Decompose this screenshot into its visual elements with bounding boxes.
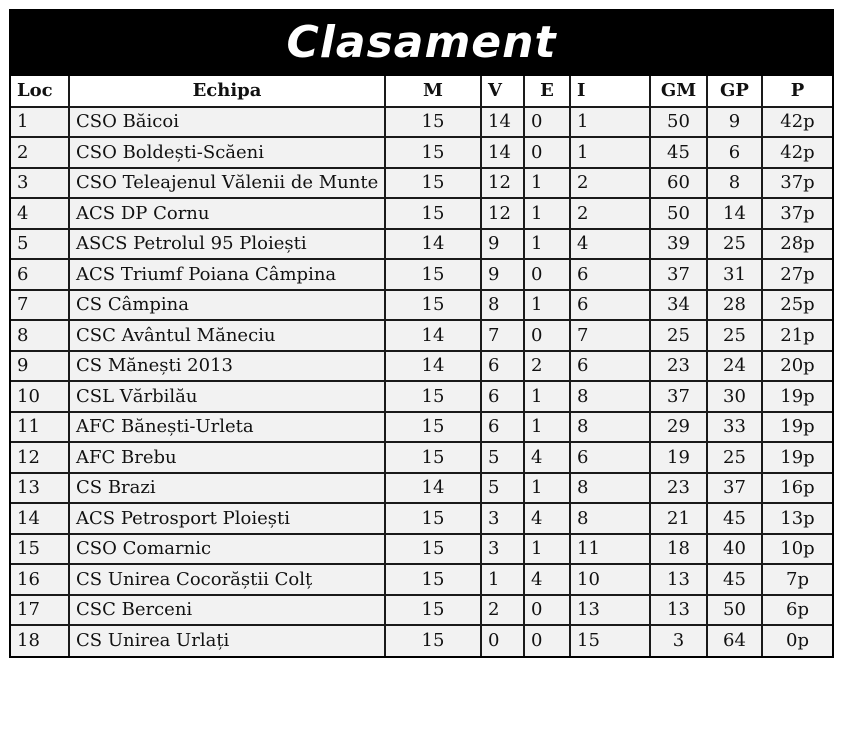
cell-draws: 0	[524, 259, 570, 290]
cell-wins: 14	[481, 137, 524, 168]
cell-goals-for: 39	[650, 229, 707, 260]
cell-loc: 2	[11, 137, 69, 168]
cell-wins: 5	[481, 473, 524, 504]
cell-losses: 10	[570, 564, 650, 595]
cell-team: CSO Băicoi	[69, 107, 385, 138]
cell-goals-for: 3	[650, 625, 707, 656]
header-losses: I	[570, 76, 650, 107]
cell-draws: 0	[524, 625, 570, 656]
table-row	[11, 229, 832, 260]
cell-goals-against: 24	[707, 351, 762, 382]
cell-draws: 1	[524, 198, 570, 229]
cell-loc: 10	[11, 381, 69, 412]
cell-points: 20p	[762, 351, 832, 382]
cell-draws: 1	[524, 534, 570, 565]
cell-goals-against: 40	[707, 534, 762, 565]
cell-team: ACS Triumf Poiana Câmpina	[69, 259, 385, 290]
cell-wins: 6	[481, 412, 524, 443]
cell-team: CS Unirea Urlați	[69, 625, 385, 656]
cell-loc: 4	[11, 198, 69, 229]
cell-losses: 6	[570, 259, 650, 290]
cell-points: 37p	[762, 168, 832, 199]
cell-matches: 15	[385, 625, 481, 656]
cell-team: AFC Bănești-Urleta	[69, 412, 385, 443]
cell-losses: 2	[570, 168, 650, 199]
header-row	[11, 76, 832, 107]
cell-points: 19p	[762, 412, 832, 443]
cell-goals-for: 21	[650, 503, 707, 534]
table-row	[11, 107, 832, 138]
cell-draws: 1	[524, 412, 570, 443]
cell-team: CSO Boldești-Scăeni	[69, 137, 385, 168]
cell-matches: 15	[385, 198, 481, 229]
cell-draws: 4	[524, 503, 570, 534]
cell-loc: 6	[11, 259, 69, 290]
cell-team: AFC Brebu	[69, 442, 385, 473]
standings-table	[11, 76, 832, 656]
cell-loc: 14	[11, 503, 69, 534]
cell-matches: 14	[385, 229, 481, 260]
cell-loc: 16	[11, 564, 69, 595]
cell-team: CSC Avântul Măneciu	[69, 320, 385, 351]
cell-points: 27p	[762, 259, 832, 290]
cell-losses: 8	[570, 412, 650, 443]
header-goals-for: GM	[650, 76, 707, 107]
cell-matches: 15	[385, 442, 481, 473]
cell-team: ACS DP Cornu	[69, 198, 385, 229]
cell-goals-against: 37	[707, 473, 762, 504]
cell-goals-for: 50	[650, 198, 707, 229]
header-matches: M	[385, 76, 481, 107]
cell-goals-for: 37	[650, 381, 707, 412]
cell-wins: 12	[481, 168, 524, 199]
table-row	[11, 320, 832, 351]
cell-loc: 8	[11, 320, 69, 351]
cell-goals-against: 14	[707, 198, 762, 229]
cell-team: CSO Teleajenul Vălenii de Munte	[69, 168, 385, 199]
table-row	[11, 625, 832, 656]
cell-points: 25p	[762, 290, 832, 321]
cell-team: CSC Berceni	[69, 595, 385, 626]
cell-losses: 7	[570, 320, 650, 351]
table-row	[11, 564, 832, 595]
table-row	[11, 503, 832, 534]
cell-points: 19p	[762, 442, 832, 473]
cell-draws: 1	[524, 290, 570, 321]
cell-goals-for: 18	[650, 534, 707, 565]
header-team: Echipa	[69, 76, 385, 107]
cell-draws: 0	[524, 137, 570, 168]
cell-goals-against: 6	[707, 137, 762, 168]
cell-losses: 8	[570, 503, 650, 534]
cell-goals-against: 30	[707, 381, 762, 412]
cell-wins: 7	[481, 320, 524, 351]
cell-points: 0p	[762, 625, 832, 656]
cell-matches: 15	[385, 503, 481, 534]
cell-draws: 0	[524, 107, 570, 138]
cell-matches: 14	[385, 473, 481, 504]
cell-matches: 15	[385, 137, 481, 168]
cell-goals-for: 34	[650, 290, 707, 321]
cell-points: 7p	[762, 564, 832, 595]
cell-team: CSL Vărbilău	[69, 381, 385, 412]
cell-goals-for: 19	[650, 442, 707, 473]
cell-losses: 6	[570, 442, 650, 473]
cell-wins: 3	[481, 503, 524, 534]
standings-container	[9, 9, 834, 658]
cell-team: CS Unirea Cocorăștii Colț	[69, 564, 385, 595]
cell-wins: 0	[481, 625, 524, 656]
cell-loc: 12	[11, 442, 69, 473]
table-row	[11, 381, 832, 412]
cell-goals-against: 33	[707, 412, 762, 443]
cell-points: 16p	[762, 473, 832, 504]
cell-wins: 1	[481, 564, 524, 595]
cell-wins: 9	[481, 259, 524, 290]
cell-losses: 4	[570, 229, 650, 260]
cell-goals-against: 28	[707, 290, 762, 321]
cell-matches: 15	[385, 534, 481, 565]
cell-goals-for: 13	[650, 564, 707, 595]
title-bar	[11, 11, 832, 76]
cell-draws: 0	[524, 595, 570, 626]
cell-losses: 6	[570, 290, 650, 321]
cell-matches: 15	[385, 259, 481, 290]
cell-points: 42p	[762, 107, 832, 138]
cell-matches: 15	[385, 168, 481, 199]
cell-draws: 1	[524, 473, 570, 504]
cell-goals-against: 25	[707, 320, 762, 351]
cell-matches: 15	[385, 595, 481, 626]
cell-loc: 3	[11, 168, 69, 199]
cell-loc: 5	[11, 229, 69, 260]
cell-goals-for: 23	[650, 351, 707, 382]
standings-body	[11, 107, 832, 656]
cell-losses: 1	[570, 107, 650, 138]
cell-points: 42p	[762, 137, 832, 168]
table-row	[11, 198, 832, 229]
cell-wins: 14	[481, 107, 524, 138]
cell-goals-for: 50	[650, 107, 707, 138]
cell-draws: 2	[524, 351, 570, 382]
cell-team: CS Mănești 2013	[69, 351, 385, 382]
cell-points: 13p	[762, 503, 832, 534]
cell-goals-for: 37	[650, 259, 707, 290]
table-row	[11, 442, 832, 473]
cell-losses: 13	[570, 595, 650, 626]
cell-draws: 1	[524, 168, 570, 199]
table-row	[11, 595, 832, 626]
cell-wins: 6	[481, 351, 524, 382]
header-draws: E	[524, 76, 570, 107]
cell-team: CSO Comarnic	[69, 534, 385, 565]
cell-losses: 6	[570, 351, 650, 382]
cell-draws: 0	[524, 320, 570, 351]
cell-matches: 15	[385, 290, 481, 321]
cell-matches: 15	[385, 412, 481, 443]
cell-points: 28p	[762, 229, 832, 260]
table-row	[11, 137, 832, 168]
cell-team: ASCS Petrolul 95 Ploiești	[69, 229, 385, 260]
table-row	[11, 534, 832, 565]
cell-loc: 11	[11, 412, 69, 443]
cell-team: ACS Petrosport Ploiești	[69, 503, 385, 534]
cell-goals-against: 25	[707, 442, 762, 473]
cell-goals-for: 45	[650, 137, 707, 168]
cell-draws: 4	[524, 442, 570, 473]
cell-wins: 5	[481, 442, 524, 473]
cell-matches: 14	[385, 320, 481, 351]
cell-goals-against: 45	[707, 564, 762, 595]
cell-losses: 8	[570, 381, 650, 412]
cell-wins: 3	[481, 534, 524, 565]
cell-draws: 1	[524, 381, 570, 412]
header-wins: V	[481, 76, 524, 107]
cell-losses: 1	[570, 137, 650, 168]
cell-draws: 1	[524, 229, 570, 260]
cell-loc: 15	[11, 534, 69, 565]
table-row	[11, 259, 832, 290]
cell-draws: 4	[524, 564, 570, 595]
cell-points: 10p	[762, 534, 832, 565]
cell-points: 19p	[762, 381, 832, 412]
header-points: P	[762, 76, 832, 107]
cell-matches: 15	[385, 107, 481, 138]
cell-goals-against: 31	[707, 259, 762, 290]
cell-matches: 15	[385, 381, 481, 412]
cell-points: 21p	[762, 320, 832, 351]
cell-matches: 14	[385, 351, 481, 382]
cell-goals-against: 25	[707, 229, 762, 260]
cell-loc: 18	[11, 625, 69, 656]
table-row	[11, 168, 832, 199]
cell-goals-against: 45	[707, 503, 762, 534]
cell-points: 6p	[762, 595, 832, 626]
cell-losses: 2	[570, 198, 650, 229]
cell-wins: 9	[481, 229, 524, 260]
cell-wins: 8	[481, 290, 524, 321]
cell-goals-against: 9	[707, 107, 762, 138]
table-row	[11, 351, 832, 382]
cell-loc: 7	[11, 290, 69, 321]
cell-goals-against: 50	[707, 595, 762, 626]
cell-matches: 15	[385, 564, 481, 595]
header-loc: Loc	[11, 76, 69, 107]
cell-team: CS Brazi	[69, 473, 385, 504]
cell-losses: 15	[570, 625, 650, 656]
cell-loc: 9	[11, 351, 69, 382]
header-goals-against: GP	[707, 76, 762, 107]
cell-wins: 6	[481, 381, 524, 412]
table-row	[11, 473, 832, 504]
table-row	[11, 290, 832, 321]
page-title: Clasament	[286, 17, 557, 68]
cell-goals-for: 25	[650, 320, 707, 351]
cell-loc: 17	[11, 595, 69, 626]
cell-goals-for: 13	[650, 595, 707, 626]
cell-wins: 2	[481, 595, 524, 626]
table-row	[11, 412, 832, 443]
cell-team: CS Câmpina	[69, 290, 385, 321]
cell-points: 37p	[762, 198, 832, 229]
cell-goals-for: 29	[650, 412, 707, 443]
cell-losses: 11	[570, 534, 650, 565]
cell-goals-for: 23	[650, 473, 707, 504]
cell-goals-against: 8	[707, 168, 762, 199]
cell-goals-for: 60	[650, 168, 707, 199]
cell-wins: 12	[481, 198, 524, 229]
cell-losses: 8	[570, 473, 650, 504]
cell-goals-against: 64	[707, 625, 762, 656]
cell-loc: 13	[11, 473, 69, 504]
cell-loc: 1	[11, 107, 69, 138]
